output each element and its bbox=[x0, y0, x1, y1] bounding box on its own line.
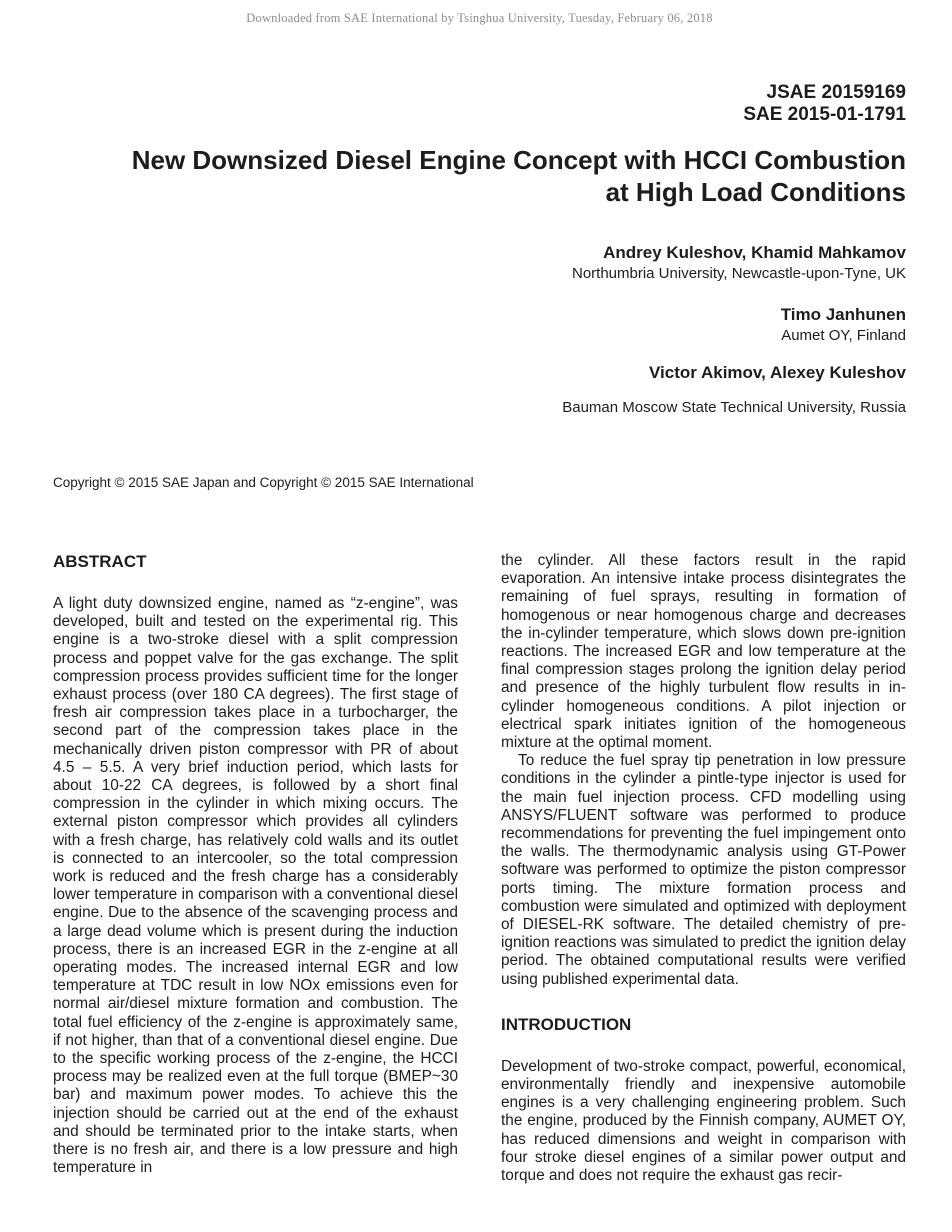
author-names: Andrey Kuleshov, Khamid Mahkamov bbox=[603, 243, 906, 262]
download-notice: Downloaded from SAE International by Tsinghua University, Tuesday, February 06, 2018 bbox=[246, 11, 713, 25]
paper-title bbox=[53, 144, 906, 208]
paper-code-jsae: JSAE 20159169 bbox=[766, 82, 906, 103]
abstract-continuation-paragraph: the cylinder. All these factors result in the rapid evaporation. An intensive intake process disintegrates the remaining of fuel sprays, resulting in formation of homogenous or near homogenous charge and decreases the in-cylinder temperature, which slows down pre-ignition reactions. The increased EGR and low temperature at the final compression stages prolong the ignition delay period and presence of the highly turbulent flow results in in-cylinder homogeneous conditions. A pilot injection or electrical spark initiates ignition of the homogeneous mixture at the optimal moment. bbox=[501, 552, 906, 752]
author-group-3 bbox=[53, 362, 906, 418]
author-names: Timo Janhunen bbox=[780, 305, 906, 324]
introduction-paragraph: Development of two-stroke compact, powerful, economical, environmentally friendly and inexpensive automobile engines is a very challenging engineering problem. Such the engine, produced by the Finnish company, AUMET OY, has reduced dimensions and weight in comparison with four stroke diesel engines of a similar power output and torque and does not require the exhaust gas recir- bbox=[501, 1057, 906, 1185]
authors-block bbox=[53, 242, 906, 418]
author-group-1 bbox=[53, 242, 906, 284]
author-affiliation: Bauman Moscow State Technical University, Russia bbox=[562, 399, 906, 416]
two-column-body bbox=[53, 552, 906, 1185]
copyright-notice: Copyright © 2015 SAE Japan and Copyright © 2015 SAE International bbox=[53, 475, 474, 490]
column-left bbox=[53, 552, 458, 1185]
paper-codes bbox=[53, 82, 906, 126]
introduction-heading: INTRODUCTION bbox=[501, 1014, 632, 1034]
author-affiliation: Northumbria University, Newcastle-upon-Tyne, UK bbox=[571, 265, 906, 282]
paper-title-line-2: at High Load Conditions bbox=[605, 177, 906, 207]
paper-code-sae: SAE 2015-01-1791 bbox=[743, 104, 906, 125]
author-group-2 bbox=[53, 304, 906, 346]
abstract-heading: ABSTRACT bbox=[53, 552, 147, 571]
author-names: Victor Akimov, Alexey Kuleshov bbox=[649, 363, 906, 382]
column-right bbox=[501, 552, 906, 1185]
abstract-continuation-paragraph-2: To reduce the fuel spray tip penetration in low pressure conditions in the cylinder a pintle-type injector is used for the main fuel injection process. CFD modelling using ANSYS/FLUENT software was performed to produce recommendations for preventing the fuel impingement onto the walls. The thermodynamic analysis using GT-Power software was performed to optimize the piston compressor ports timing. The mixture formation process and combustion were simulated and optimized with deployment of DIESEL-RK software. The detailed chemistry of pre-ignition reactions was simulated to predict the ignition delay period. The obtained computational results were verified using published experimental data. bbox=[501, 752, 906, 988]
abstract-paragraph: A light duty downsized engine, named as “z-engine”, was developed, built and tested on the experimental rig. This engine is a two-stroke diesel with a split compression process and poppet valve for the gas exchange. The split compression process provides sufficient time for the longer exhaust process (over 180 CA degrees). The first stage of fresh air compression takes place in a turbocharger, the second part of the compression takes place in the mechanically driven piston compressor with PR of about 4.5 – 5.5. A very brief induction period, which lasts for about 10-22 CA degrees, is followed by a short final compression in the cylinder in which mixing occurs. The external piston compressor which provides all cylinders with a fresh charge, has relatively cold walls and its outlet is connected to an intercooler, so the total compression work is reduced and the fresh charge has a considerably lower temperature in comparison with a conventional diesel engine. Due to the absence of the scavenging process and a large dead volume which is present during the induction process, there is an increased EGR in the z-engine at all operating modes. The increased internal EGR and low temperature at TDC result in low NOx emissions even for normal air/diesel mixture formation and combustion. The total fuel efficiency of the z-engine is approximately same, if not higher, than that of a conventional diesel engine. Due to the specific working process of the z-engine, the HCCI process may be realized even at the full torque (BMEP~30 bar) and maximum power modes. To achieve this the injection should be carried out at the end of the exhaust and should be terminated prior to the intake starts, when there is no fresh air, and there is a low pressure and high temperature in bbox=[53, 595, 458, 1177]
author-affiliation: Aumet OY, Finland bbox=[781, 327, 906, 344]
paper-title-line-1: New Downsized Diesel Engine Concept with HCCI Combustion bbox=[131, 145, 906, 175]
